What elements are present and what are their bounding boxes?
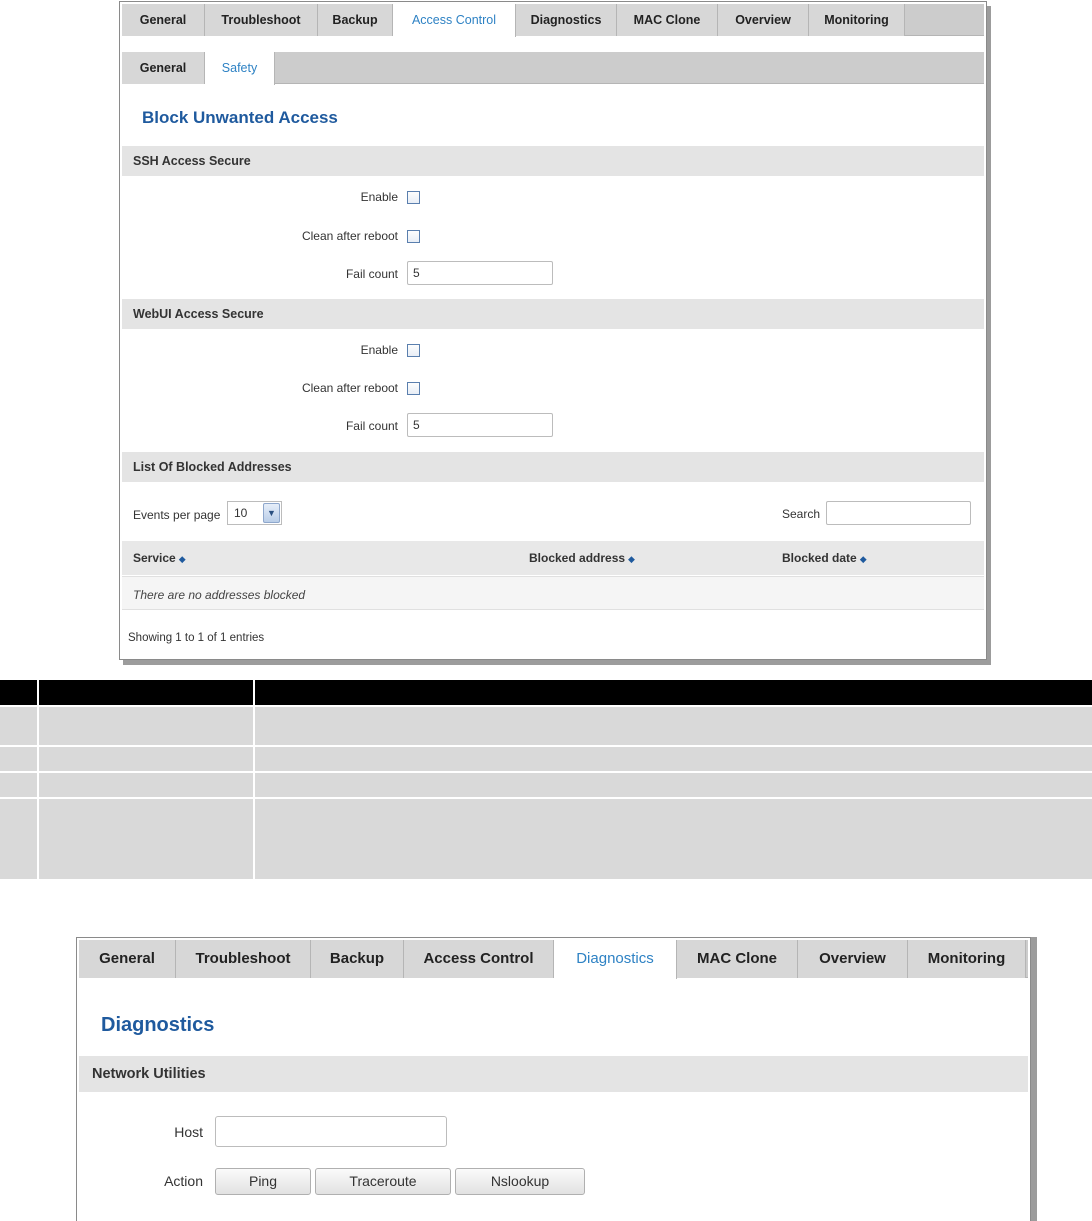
tab-mac-clone[interactable]: MAC Clone xyxy=(617,4,718,36)
tab-monitoring[interactable]: Monitoring xyxy=(809,4,905,36)
tab-backup[interactable]: Backup xyxy=(311,940,404,978)
table-row xyxy=(0,747,1092,771)
tab-general[interactable]: General xyxy=(79,940,176,978)
section-network-utilities: Network Utilities xyxy=(79,1056,1028,1092)
sort-icon: ◆ xyxy=(859,554,867,564)
traceroute-button[interactable]: Traceroute xyxy=(315,1168,451,1195)
ping-button[interactable]: Ping xyxy=(215,1168,311,1195)
tab-general[interactable]: General xyxy=(122,4,205,36)
table-row xyxy=(0,799,1092,879)
page-title: Block Unwanted Access xyxy=(142,108,338,127)
tab-access-control[interactable]: Access Control xyxy=(404,940,554,978)
action-label: Action xyxy=(164,1173,203,1189)
parameter-table xyxy=(0,680,1092,879)
tab-diagnostics[interactable]: Diagnostics xyxy=(516,4,617,36)
search-input[interactable] xyxy=(826,501,971,525)
webui-clean-label: Clean after reboot xyxy=(301,381,398,395)
host-input[interactable] xyxy=(215,1116,447,1147)
parameter-table-header xyxy=(0,680,1092,705)
webui-fail-count-input[interactable]: 5 xyxy=(407,413,553,437)
tab-access-control[interactable]: Access Control xyxy=(393,4,516,37)
table-footer-info: Showing 1 to 1 of 1 entries xyxy=(128,632,265,644)
diagnostics-screenshot xyxy=(76,937,1031,1221)
tab-diagnostics[interactable]: Diagnostics xyxy=(554,940,677,979)
webui-enable-label: Enable xyxy=(360,343,398,357)
main-tab-bar xyxy=(122,4,984,36)
blocked-table-header xyxy=(122,541,984,575)
tab-overview[interactable]: Overview xyxy=(718,4,809,36)
tab-overview[interactable]: Overview xyxy=(798,940,908,978)
main-tab-bar xyxy=(79,940,1028,978)
search-label: Search xyxy=(782,507,821,521)
tab-mac-clone[interactable]: MAC Clone xyxy=(677,940,798,978)
events-per-page-label: Events per page xyxy=(133,508,221,522)
tab-backup[interactable]: Backup xyxy=(318,4,393,36)
tab-monitoring[interactable]: Monitoring xyxy=(908,940,1026,978)
ssh-enable-label: Enable xyxy=(360,190,398,204)
tab-troubleshoot[interactable]: Troubleshoot xyxy=(205,4,318,36)
sort-icon: ◆ xyxy=(178,554,186,564)
empty-table-message: There are no addresses blocked xyxy=(133,588,306,602)
page-title: Diagnostics xyxy=(101,1014,215,1036)
ssh-enable-checkbox[interactable] xyxy=(407,191,420,204)
subtab-safety[interactable]: Safety xyxy=(205,52,275,85)
tab-troubleshoot[interactable]: Troubleshoot xyxy=(176,940,311,978)
webui-fail-count-label: Fail count xyxy=(345,419,398,433)
column-service[interactable]: Service ◆ xyxy=(133,551,186,565)
ssh-fail-count-label: Fail count xyxy=(345,267,398,281)
table-row xyxy=(0,773,1092,797)
sort-icon: ◆ xyxy=(628,554,635,564)
table-row xyxy=(0,707,1092,745)
section-webui-access-secure: WebUI Access Secure xyxy=(122,299,984,329)
subtab-general[interactable]: General xyxy=(122,52,205,84)
nslookup-button[interactable]: Nslookup xyxy=(455,1168,585,1195)
access-control-screenshot xyxy=(119,1,987,660)
column-blocked-address[interactable]: Blocked address ◆ xyxy=(529,551,635,565)
events-per-page-value: 10 xyxy=(234,506,248,520)
chevron-down-icon: ▼ xyxy=(263,503,280,523)
ssh-fail-count-input[interactable]: 5 xyxy=(407,261,553,285)
sub-tab-bar xyxy=(122,52,984,84)
section-blocked-addresses: List Of Blocked Addresses xyxy=(122,452,984,482)
webui-enable-checkbox[interactable] xyxy=(407,344,420,357)
host-label: Host xyxy=(174,1124,203,1140)
webui-clean-after-reboot-checkbox[interactable] xyxy=(407,382,420,395)
section-ssh-access-secure: SSH Access Secure xyxy=(122,146,984,176)
ssh-clean-after-reboot-checkbox[interactable] xyxy=(407,230,420,243)
ssh-clean-label: Clean after reboot xyxy=(301,229,398,243)
table-row-empty xyxy=(122,576,984,610)
events-per-page-select[interactable] xyxy=(227,501,282,525)
column-blocked-date[interactable]: Blocked date ◆ xyxy=(782,551,867,565)
